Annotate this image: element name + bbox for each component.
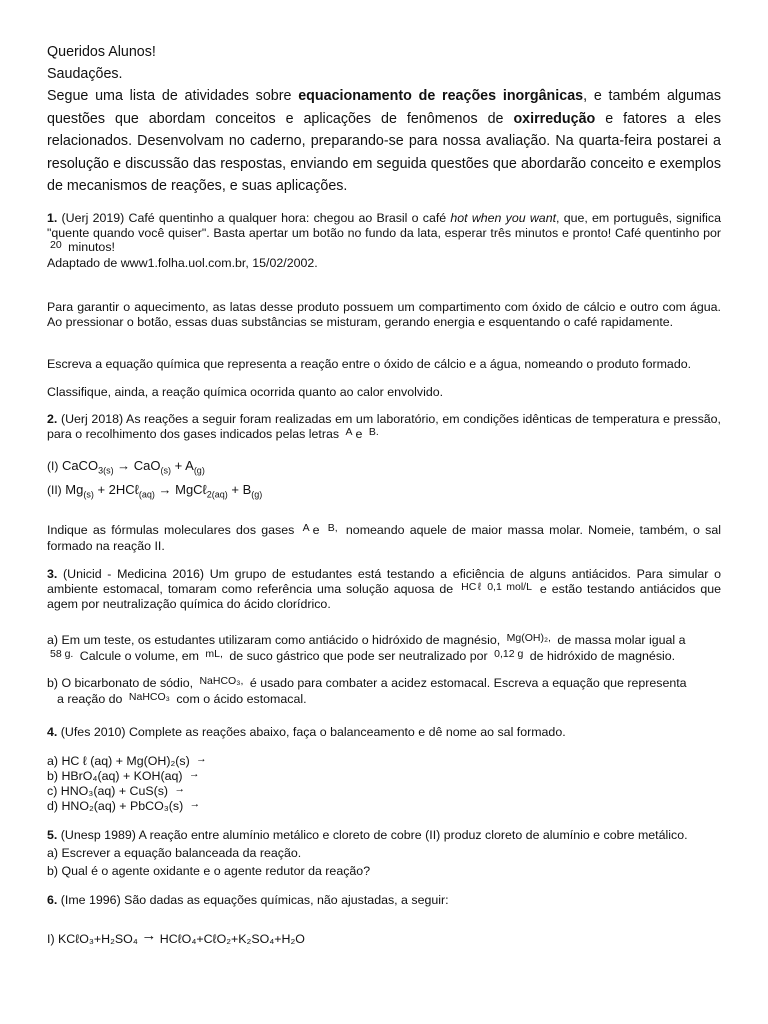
question-1-classify: Classifique, ainda, a reação química ocorrida quanto ao calor envolvido. [47,385,444,399]
question-1-task: Escreva a equação química que representa a reação entre o óxido de cálcio e a água, nomeando o produto formado. [47,357,692,371]
question-6-equation-i: I) KCℓO₃+H₂SO₄ → HCℓO₄+CℓO₂+K₂SO₄+H₂O [47,927,305,946]
question-1: 1. (Uerj 2019) Café quentinho a qualquer hora: chegou ao Brasil o café hot when you want, que, em português, significa "quente quando você quiser". Basta apertar um botão no fundo da lata, esperar três minutos e pronto! Café quentinho por $^{20}$ minutos! Adaptado de www1.folha.uol.com.br, 15/02/2002. [47,211,722,270]
question-4-d: d) HNO₂(aq) + PbCO₃(s) → [47,798,201,813]
question-3: 3. (Unicid - Medicina 2016) Um grupo de estudantes está testando a eficiência de alguns antiácidos. Para simular o ambiente estomacal, tomaram como referência uma solução aquosa de $^{HC\ell 0,1 mol/L}$ e estão testando antiácidos que agem por neutralização química do ácido clorídrico. [47,567,721,611]
question-2: 2. (Uerj 2018) As reações a seguir foram realizadas em um laboratório, em condições idênticas de temperatura e pressão, para o recolhimento dos gases indicados pelas letras $^A$ e $^{B.}$ [47,412,721,441]
question-5-a: a) Escrever a equação balanceada da reação. [47,846,302,860]
question-1-source: Adaptado de www1.folha.uol.com.br, 15/02/2002. [47,255,318,270]
question-4: 4. (Ufes 2010) Complete as reações abaixo, faça o balanceamento e dê nome ao sal formado. [47,725,566,739]
question-4-a: a) HC ℓ (aq) + Mg(OH)₂(s) → [47,753,207,768]
intro-bold-oxirreducao: oxirredução [513,110,596,127]
intro-paragraph: Segue uma lista de atividades sobre equacionamento de reações inorgânicas, e também algumas questões que abordam conceitos e aplicações de fenômenos de oxirredução e fatores a eles relacionados. Desenvolvam no caderno, preparando-se para nossa avaliação. Na quarta-feira postarei a resolução e discussão das respostas, enviando em seguida questões que abordarão conceito e exemplos de mecanismos de reações, e suas aplicações. [47,88,721,194]
question-2-task: Indique as fórmulas moleculares dos gases $^A$ e $^{B,}$ nomeando aquele de maior massa molar. Nomeie, também, o sal formado na reação II. [47,522,721,553]
salutation: Saudações. [47,66,123,82]
question-5-b: b) Qual é o agente oxidante e o agente redutor da reação? [47,864,371,878]
greeting: Queridos Alunos! [47,44,156,60]
question-4-c: c) HNO₃(aq) + CuS(s) → [47,783,186,798]
question-4-b: b) HBrO₄(aq) + KOH(aq) → [47,768,200,783]
question-6: 6. (Ime 1996) São dadas as equações químicas, não ajustadas, a seguir: [47,893,449,907]
intro-bold-topic: equacionamento de reações inorgânicas [298,88,584,104]
question-3-item-b: b) O bicarbonato de sódio, $^{NaHCO_3,}$ é usado para combater a acidez estomacal. Escreva a equação que representa a reação do $^{NaHCO_3}$ com o ácido estomacal. [47,675,687,706]
reaction-ii: (II) $Mg_{(s)}$ + 2HCℓ$_{(aq)}$ → MgCℓ$_{2(aq)}$ + $B_{(g)}$ [47,482,263,500]
question-1-context: Para garantir o aquecimento, as latas desse produto possuem um compartimento com óxido de cálcio e outro com água. Ao pressionar o botão, essas duas substâncias se misturam, gerando energia e esquentando o café rapidamente. [47,300,721,329]
question-3-item-a: a) Em um teste, os estudantes utilizaram como antiácido o hidróxido de magnésio, $^{Mg(OH)_2,}$ de massa molar igual a $^{58 g.}$ Calcule o volume, em $^{mL,}$ de suco gástrico que pode ser neutralizado por $^{0,12 g}$ de hidróxido de magnésio. [47,632,686,663]
question-5: 5. (Unesp 1989) A reação entre alumínio metálico e cloreto de cobre (II) produz cloreto de alumínio e cobre metálico. [47,828,688,842]
reaction-i: (I) CaCO$_{3(s)}$ → $CaO_{(s)} + A_{(g)}$ [47,458,205,476]
